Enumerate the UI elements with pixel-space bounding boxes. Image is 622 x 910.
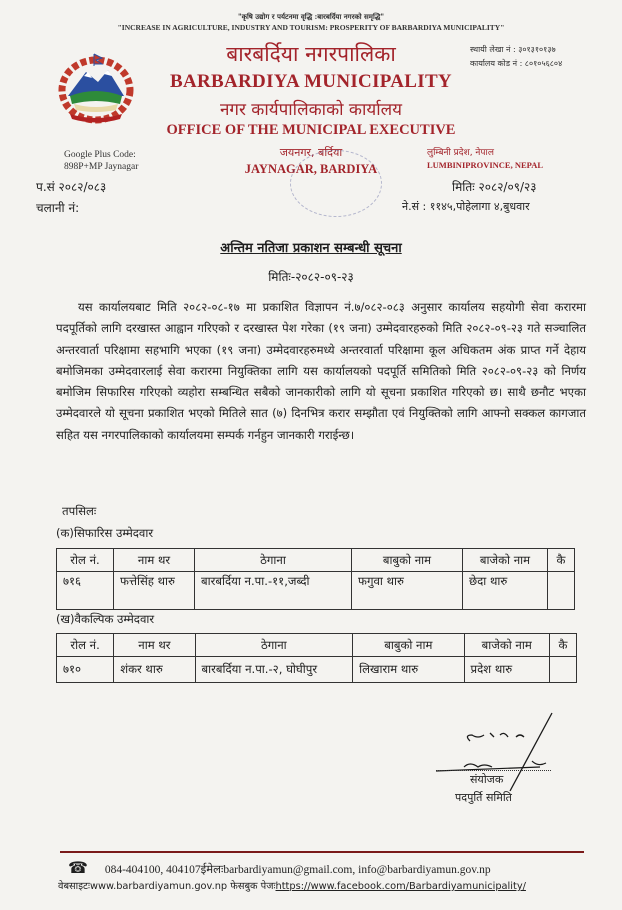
cell-name: शंकर थारु [114, 657, 195, 683]
footer-divider [60, 851, 584, 853]
table-row [57, 657, 577, 683]
website-label: वेबसाइटः [58, 881, 90, 892]
cell-father: फगुवा थारु [352, 572, 463, 610]
cell-address: बारबर्दिया न.पा.-११,जब्दी [195, 572, 352, 610]
email-label: ईमेलः [200, 864, 224, 876]
office-code [470, 58, 562, 69]
signatory-title: संयोजक [470, 773, 504, 786]
cell-remarks [548, 572, 575, 610]
address-nepali: जयनगर, बर्दिया [279, 146, 343, 159]
nepal-sambat-date: ने.सं : ११४५,पोहेलागा ४,बुधवार [402, 200, 530, 213]
col-father: बाबुको नाम [352, 549, 463, 572]
col-name: नाम थर [114, 634, 195, 657]
telephone-icon: ☎ [68, 860, 88, 877]
email-addresses[interactable]: barbardiyamun@gmail.com, info@barbardiyamun.gov.np [223, 864, 491, 876]
office-stamp [290, 150, 382, 217]
col-name: नाम थर [114, 549, 195, 572]
pan-value: : ३०१३१०१३७ [512, 45, 556, 54]
col-remarks: कै [548, 549, 575, 572]
facebook-label: फेसबुक पेजः [230, 881, 276, 892]
address-english: JAYNAGAR, BARDIYA [244, 162, 378, 176]
col-address: ठेगाना [195, 634, 353, 657]
footer-web [58, 879, 526, 892]
province-nepali: लुम्बिनी प्रदेश, नेपाल [427, 148, 494, 158]
phone-numbers: 084-404100, 404107 [104, 864, 201, 876]
signature-line [436, 770, 551, 771]
cell-father: लिखाराम थारु [353, 657, 464, 683]
office-name-english: OFFICE OF THE MUNICIPAL EXECUTIVE [166, 122, 456, 138]
cell-grandfather: प्रदेश थारु [464, 657, 549, 683]
details-label: तपसिलः [62, 504, 97, 518]
notice-subject [0, 238, 622, 256]
recommended-table [56, 548, 575, 610]
pan-label: स्थायी लेखा नं [470, 45, 511, 54]
table-header-row [57, 549, 575, 572]
signatory-committee: पदपुर्ति समिति [455, 791, 512, 804]
motto-nepali: "कृषि उद्योग र पर्यटनमा वृद्धि :बारबर्दिया नगरको समृद्धि" [237, 12, 385, 21]
dispatch-number: चलानी नं: [36, 201, 80, 215]
google-plus-code: 898P+MP Jaynagar [64, 162, 139, 172]
col-grandfather: बाजेको नाम [463, 549, 548, 572]
letter-date: मितिः २०८२/०९/२३ [452, 180, 537, 194]
fiscal-year: प.सं २०८२/०८३ [36, 180, 107, 194]
cell-roll: ७१६ [57, 572, 114, 610]
notice-date: मितिः-२०८२-०९-२३ [268, 270, 354, 284]
col-roll: रोल नं. [57, 549, 114, 572]
alternate-label: (ख)वैकल्पिक उम्मेदवार [56, 612, 155, 626]
municipality-name-english: BARBARDIYA MUNICIPALITY [170, 71, 452, 92]
province-english: LUMBINIPROVINCE, NEPAL [427, 160, 544, 170]
table-header-row [57, 634, 577, 657]
motto-english: "INCREASE IN AGRICULTURE, INDUSTRY AND TOURISM: PROSPERITY OF BARBARDIYA MUNICIPALITY" [117, 23, 505, 32]
permanent-account-number [470, 44, 556, 55]
cell-address: बारबर्दिया न.पा.-२, घोघीपुर [195, 657, 353, 683]
notice-body: यस कार्यालयबाट मिति २०८२-०८-१७ मा प्रकाशित विज्ञापन नं.७/०८२-०८३ अनुसार कार्यालय सहयोगी सेवा करारमा पदपूर्तिको लागि दरखास्त आह्वान गरिएको र दरखास्त पेश गरेका (१९ जना) उम्मेदवारहरुको मिति २०८२-०९-२३ गते सञ्चालित अन्तरवार्ता परिक्षामा सहभागि भएका (१९ जना) उम्मेदवारहरुमध्ये अन्तरवार्ता परिक्षामा कूल अधिकतम अंक प्राप्त गर्ने देहाय बमोजिमका उम्मेदवारलाई सेवा करारमा नियुक्तिका लागि यस कार्यालयको पदपूर्ति समितिको मिति २०८२-०९-२३ को निर्णय बमोजिम सिफारिस गरिएको व्यहोरा सम्बन्धित सबैको जानकारीको लागि यो सूचना प्रकाशित गरिएको छ। साथै छनौट भएका उम्मेदवारले यो सूचना प्रकाशित भएको मितिले सात (७) दिनभित्र करार सम्झौता एवं नियुक्तिको लागि आफ्नो सक्कल कागजात सहित यस नगरपालिकाको कार्यालयमा सम्पर्क गर्नहुन जानकारी गराईन्छ। [56, 300, 586, 442]
office-code-label: कार्यालय कोड नं [470, 59, 518, 68]
col-remarks: कै [549, 634, 576, 657]
col-address: ठेगाना [195, 549, 352, 572]
google-plus-label: Google Plus Code: [64, 150, 136, 160]
office-name-nepali: नगर कार्यपालिकाको कार्यालय [219, 100, 403, 120]
col-father: बाबुको नाम [353, 634, 464, 657]
cell-name: फत्तेसिंह थारु [114, 572, 195, 610]
cell-roll: ७१० [57, 657, 114, 683]
municipality-name-nepali: बारबर्दिया नगरपालिका [226, 42, 396, 66]
notice-subject-text: अन्तिम नतिजा प्रकाशन सम्बन्धी सूचना [220, 241, 402, 256]
office-code-value: : ८०१०५६८०४ [519, 59, 563, 68]
footer-contact [68, 858, 491, 878]
cell-grandfather: छेदा थारु [463, 572, 548, 610]
cell-remarks [549, 657, 576, 683]
alternate-table [56, 633, 577, 683]
table-row [57, 572, 575, 610]
col-roll: रोल नं. [57, 634, 114, 657]
col-grandfather: बाजेको नाम [464, 634, 549, 657]
website-link[interactable]: www.barbardiyamun.gov.np [89, 881, 228, 892]
facebook-link[interactable]: https://www.facebook.com/Barbardiyamunicipality/ [275, 881, 526, 892]
recommended-label: (क)सिफारिस उम्मेदवार [56, 526, 154, 540]
